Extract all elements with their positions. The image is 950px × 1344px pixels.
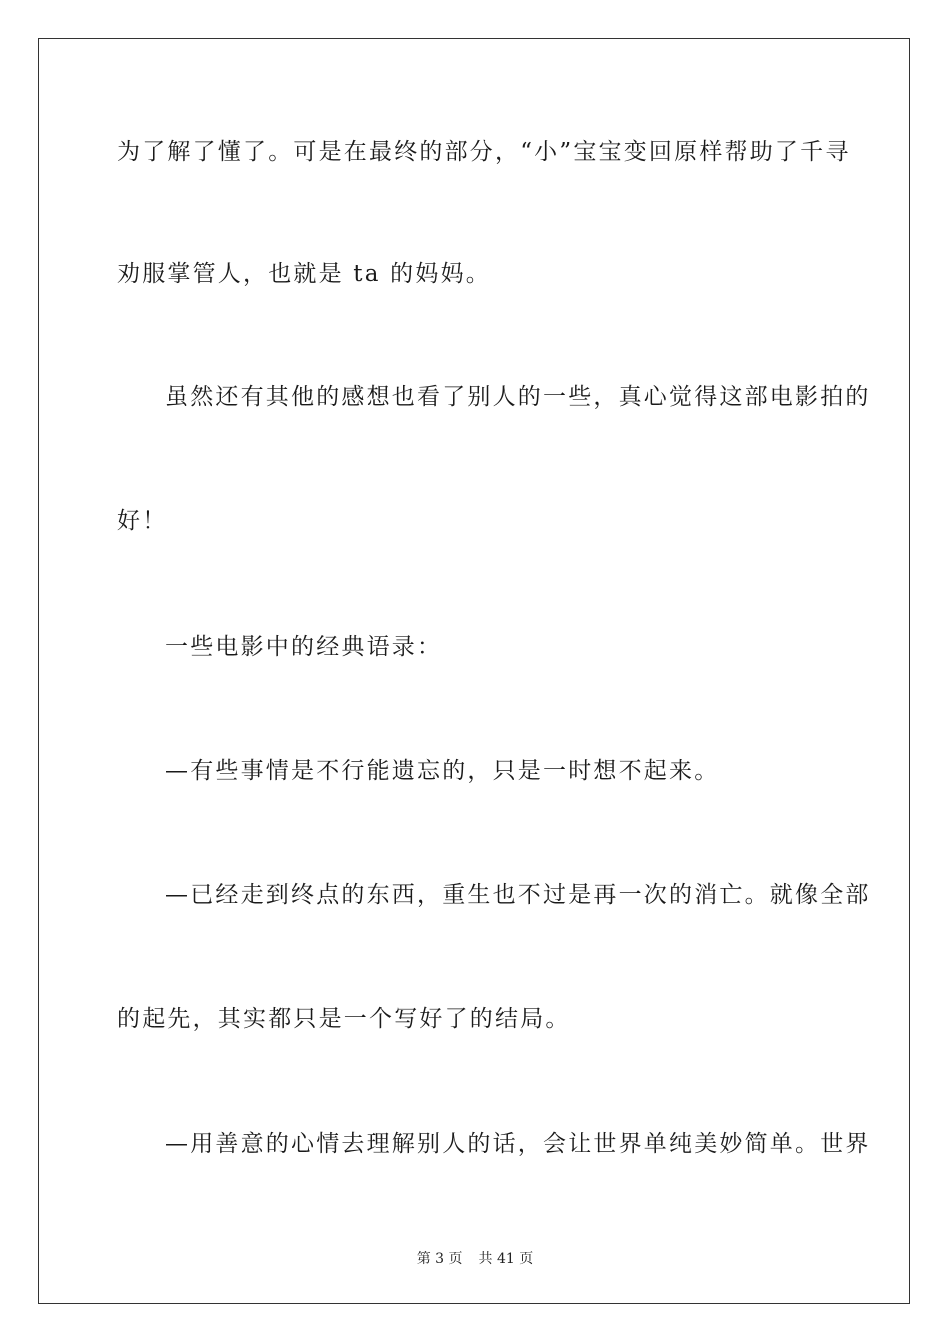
paragraph-line-5: 一些电影中的经典语录： — [165, 634, 443, 660]
paragraph-line-2: 劝服掌管人，也就是 ta 的妈妈。 — [117, 261, 491, 287]
total-pages: 共 41 页 — [478, 1251, 534, 1267]
quote-line-2: —已经走到终点的东西，重生也不过是再一次的消亡。就像全部 — [165, 882, 871, 908]
paragraph-line-1: 为了解了懂了。可是在最终的部分，“小”宝宝变回原样帮助了千寻 — [117, 139, 851, 165]
paragraph-line-3: 虽然还有其他的感想也看了别人的一些，真心觉得这部电影拍的 — [165, 384, 871, 410]
quote-line-1: —有些事情是不行能遗忘的，只是一时想不起来。 — [165, 758, 720, 784]
quote-line-3: 的起先，其实都只是一个写好了的结局。 — [117, 1006, 571, 1032]
quote-line-4: —用善意的心情去理解别人的话，会让世界单纯美妙简单。世界 — [165, 1131, 871, 1157]
page-footer — [0, 1248, 950, 1268]
paragraph-line-4: 好！ — [117, 508, 168, 534]
page-number: 第 3 页 — [416, 1251, 463, 1267]
page-border — [38, 38, 910, 1304]
